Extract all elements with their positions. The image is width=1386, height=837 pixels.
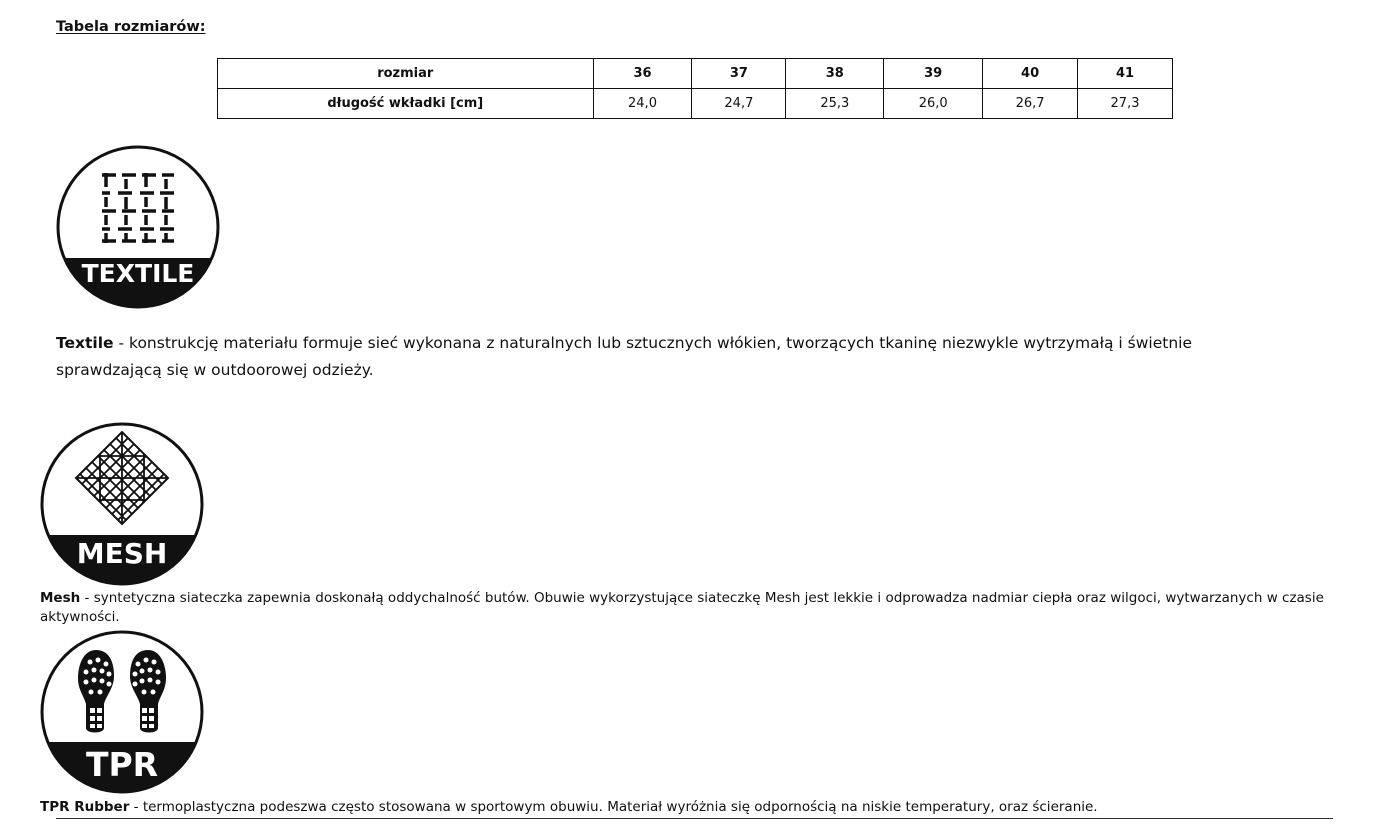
textile-badge [56, 145, 220, 309]
size-header-label: rozmiar [218, 59, 594, 89]
mesh-badge-label: MESH [76, 537, 168, 570]
size-table [217, 58, 1173, 119]
tpr-name: TPR Rubber [40, 799, 130, 815]
bottom-divider [56, 818, 1333, 819]
size-cell: 41 [1078, 59, 1173, 89]
size-cell: 40 [983, 59, 1078, 89]
textile-badge-label: TEXTILE [81, 259, 195, 288]
mesh-name: Mesh [40, 590, 81, 606]
size-cell: 37 [692, 59, 786, 89]
length-cell: 26,7 [983, 89, 1078, 119]
size-cell: 39 [884, 59, 983, 89]
tpr-badge-label: TPR [85, 745, 159, 784]
textile-name: Textile [56, 334, 114, 352]
textile-description [56, 330, 1286, 384]
length-cell: 25,3 [786, 89, 884, 119]
tpr-badge [40, 630, 204, 794]
mesh-description [40, 589, 1340, 627]
tpr-description-text: - termoplastyczna podeszwa często stosowana w sportowym obuwiu. Materiał wyróżnia się odpornością na niskie temperatury, oraz ścieranie. [129, 799, 1098, 815]
size-cell: 38 [786, 59, 884, 89]
mesh-badge [40, 422, 204, 586]
length-cell: 24,0 [593, 89, 692, 119]
mesh-description-text: - syntetyczna siateczka zapewnia doskonałą oddychalność butów. Obuwie wykorzystujące siateczkę Mesh jest lekkie i odprowadza nadmiar ciepła oraz wilgoci, wytwarzanych w czasie aktywności. [40, 590, 1324, 625]
size-table-heading: Tabela rozmiarów: [56, 19, 206, 35]
size-cell: 36 [593, 59, 692, 89]
length-cell: 27,3 [1078, 89, 1173, 119]
length-cell: 24,7 [692, 89, 786, 119]
length-cell: 26,0 [884, 89, 983, 119]
textile-description-text: - konstrukcję materiału formuje sieć wykonana z naturalnych lub sztucznych włókien, tworzących tkaninę niezwykle wytrzymałą i świetnie sprawdzającą się w outdoorowej odzieży. [56, 334, 1192, 379]
tpr-description [40, 798, 1340, 817]
length-row-label: długość wkładki [cm] [218, 89, 594, 119]
size-table-length-row [218, 89, 1173, 119]
size-table-header-row [218, 59, 1173, 89]
